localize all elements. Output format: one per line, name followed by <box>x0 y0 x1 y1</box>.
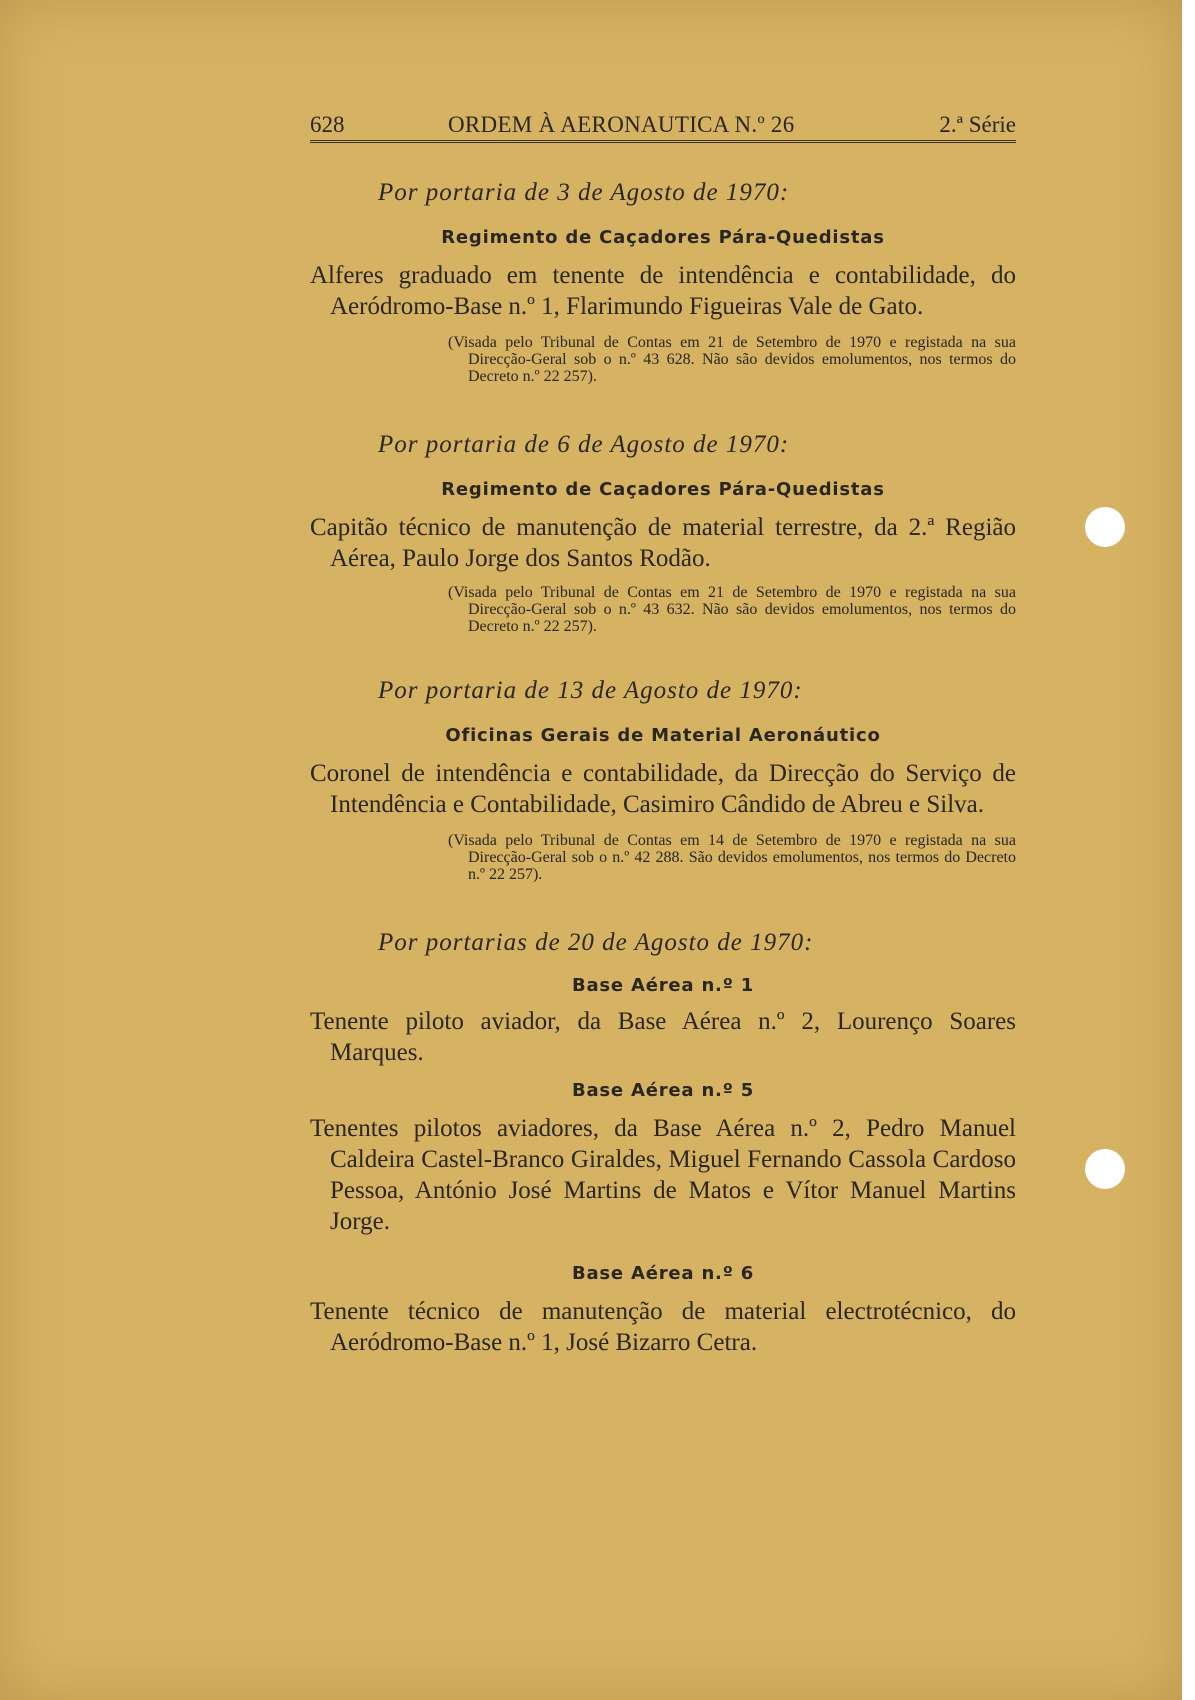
unit-heading: Regimento de Caçadores Pára-Quedistas <box>441 227 885 248</box>
unit-heading: Base Aérea n.º 5 <box>571 1080 755 1101</box>
appointment-text: Capitão técnico de manutenção de material terrestre, da 2.ª Região Aérea, Paulo Jorge dos Santos Rodão. <box>310 514 1016 572</box>
appointment-text: Tenente técnico de manutenção de material electrotécnico, do Aeródromo-Base n.º 1, José Bizarro Cetra. <box>310 1298 1016 1356</box>
visado-note: (Visada pelo Tribunal de Contas em 14 de Setembro de 1970 e registada na sua Direcção-Geral sob o n.º 42 288. São devidos emolumentos, nos termos do Decreto n.º 22 257). <box>448 832 1016 883</box>
appointment-text: Alferes graduado em tenente de intendência e contabilidade, do Aeródromo-Base n.º 1, Flarimundo Figueiras Vale de Gato. <box>310 262 1016 320</box>
unit-heading: Base Aérea n.º 1 <box>571 975 755 996</box>
unit-heading: Base Aérea n.º 6 <box>571 1263 755 1284</box>
portaria-heading: Por portarias de 20 de Agosto de 1970: <box>378 929 814 956</box>
portaria-heading: Por portaria de 6 de Agosto de 1970: <box>378 431 790 458</box>
appointment-text: Coronel de intendência e contabilidade, da Direcção do Serviço de Intendência e Contabilidade, Casimiro Cândido de Abreu e Silva. <box>310 760 1016 818</box>
series-label: 2.ª Série <box>939 112 1016 137</box>
unit-heading: Oficinas Gerais de Material Aeronáutico <box>445 725 881 746</box>
page-number: 628 <box>310 112 345 137</box>
portaria-heading: Por portaria de 3 de Agosto de 1970: <box>378 179 790 206</box>
unit-heading: Regimento de Caçadores Pára-Quedistas <box>441 479 885 500</box>
running-header <box>310 100 1016 143</box>
punch-hole-bottom <box>1085 1149 1125 1189</box>
page-content <box>310 100 1016 1358</box>
publication-title: ORDEM À AERONAUTICA N.º 26 <box>448 112 795 137</box>
appointment-text: Tenentes pilotos aviadores, da Base Aérea n.º 2, Pedro Manuel Caldeira Castel-Branco Giraldes, Miguel Fernando Cassola Cardoso Pessoa, António José Martins de Matos e Vítor Manuel Martins Jorge. <box>310 1115 1016 1235</box>
punch-hole-top <box>1085 507 1125 547</box>
appointment-text: Tenente piloto aviador, da Base Aérea n.º 2, Lourenço Soares Marques. <box>310 1008 1016 1066</box>
visado-note: (Visada pelo Tribunal de Contas em 21 de Setembro de 1970 e registada na sua Direcção-Geral sob o n.º 43 632. Não são devidos emolumentos, nos termos do Decreto n.º 22 257). <box>448 584 1016 635</box>
portaria-heading: Por portaria de 13 de Agosto de 1970: <box>378 677 803 704</box>
visado-note: (Visada pelo Tribunal de Contas em 21 de Setembro de 1970 e registada na sua Direcção-Geral sob o n.º 43 628. Não são devidos emolumentos, nos termos do Decreto n.º 22 257). <box>448 334 1016 385</box>
